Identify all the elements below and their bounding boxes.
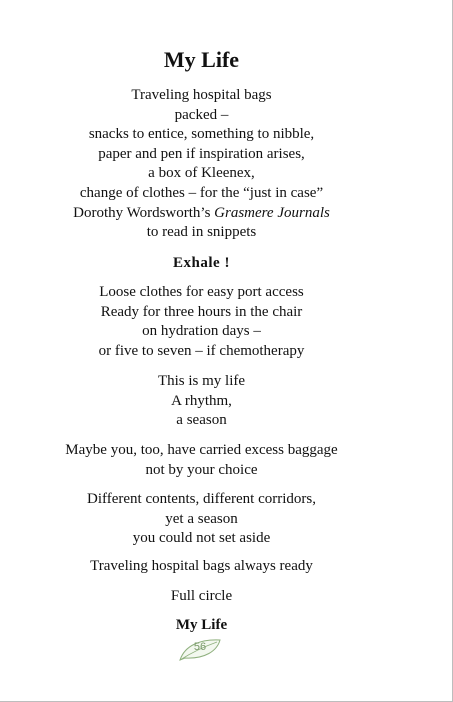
stanza-4 [0,441,403,480]
exhale-line: Exhale ! [173,255,230,271]
poem-line [0,204,403,224]
poem-line: or five to seven – if chemotherapy [98,342,305,359]
closing-title: My Life [175,617,228,633]
poem-line: not by your choice [145,461,258,478]
stanza-5 [0,490,403,549]
poem-line: paper and pen if inspiration arises, [98,145,305,162]
poem-line-prefix: Dorothy Wordsworth’s [73,204,215,221]
book-title: Grasmere Journals [214,204,330,221]
poem-line: Maybe you, too, have carried excess baggage [65,442,338,458]
poem-line: Traveling hospital bags always ready [90,558,313,574]
poem-line: a box of Kleenex, [148,165,255,182]
poem-line: a season [176,412,227,429]
poem-line: snacks to entice, something to nibble, [88,126,315,143]
poem-line: Ready for three hours in the chair [100,303,303,320]
stanza-6 [0,557,403,577]
poem-line: change of clothes – for the “just in case” [79,184,324,201]
poem-line: Full circle [170,588,233,604]
poem-line: A rhythm, [171,392,232,409]
page-number: 56 [193,641,207,653]
stanza-1 [0,86,403,243]
poem-line: This is my life [157,373,246,389]
poem-line: you could not set aside [132,530,271,547]
poem-title: My Life [163,47,240,72]
poem-line: packed – [174,106,229,123]
poem-line: on hydration days – [142,323,261,340]
stanza-3 [0,372,403,431]
poem-line: to read in snippets [146,224,257,241]
poem-line: Different contents, different corridors, [87,491,316,507]
stanza-2 [0,283,403,361]
poem-line: yet a season [165,510,238,527]
poem-line: Traveling hospital bags [131,87,272,103]
poem-line: Loose clothes for easy port access [99,284,304,300]
page-number-badge [177,637,223,663]
stanza-7 [0,587,403,607]
